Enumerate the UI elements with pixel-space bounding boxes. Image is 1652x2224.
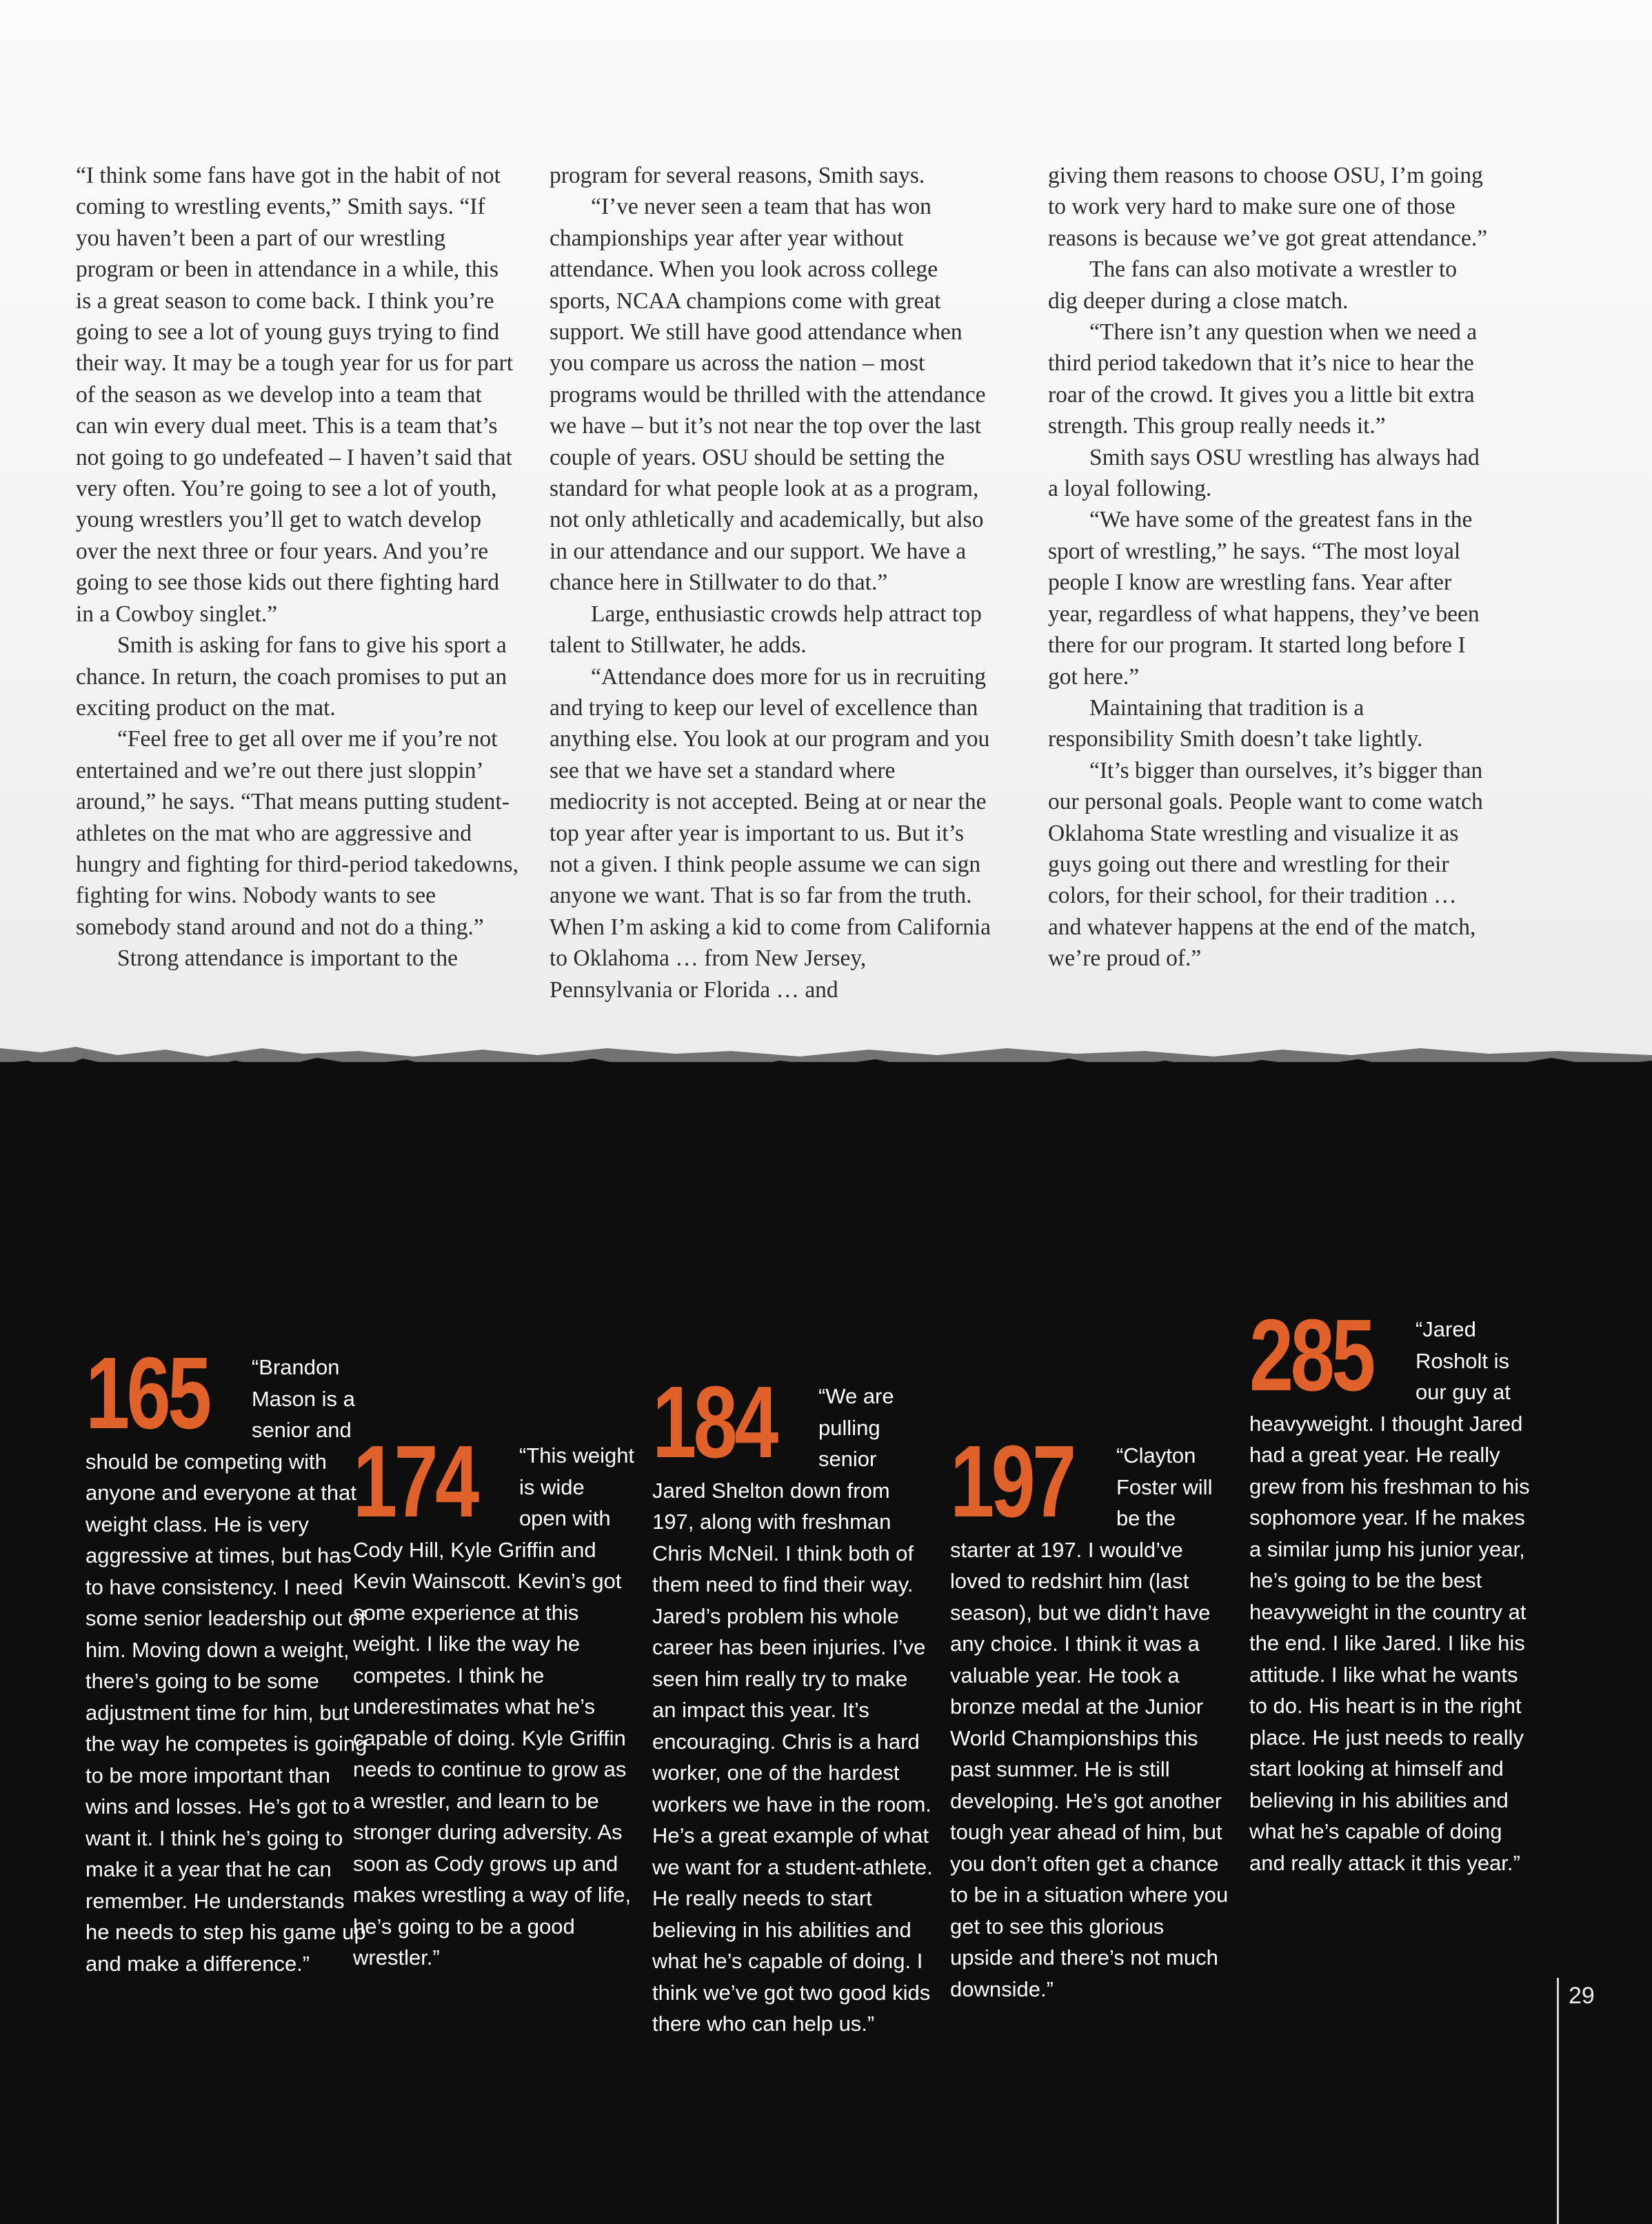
weight-class-number: 184	[652, 1365, 776, 1479]
article-column-2	[550, 160, 992, 1005]
paragraph: Strong attendance is important to the	[117, 945, 459, 972]
paragraph: “Feel free to get all over me if you’re not entertained and we’re out there just sloppin’ around,” he says. “That means putting student-athletes on the mat who are aggressive and hungry and fighting for third-period takedowns, fighting for wins. Nobody wants to see somebody stand around and not do a thing.”	[76, 726, 518, 940]
weight-285-block	[1249, 1299, 1532, 1879]
paragraph: “I think some fans have got in the habit of not coming to wrestling events,” Smith says. “If you haven’t been a part of our wrestling program or been in attendance in a while, this is a great season to come back. I think you’re going to see a lot of young guys trying to find their way. It may be a tough year for us for part of the season as we develop into a team that can win every dual meet. This is a team that’s not going to go undefeated – I haven’t said that very often. You’re going to see a lot of youth, young wrestlers you’ll get to watch develop over the next three or four years. And you’re going to see those kids out there fighting hard in a Cowboy singlet.”	[76, 163, 514, 627]
weight-quote: “We are pulling senior Jared Shelton down from 197, along with freshman Chris McNeil. I think both of them need to find their way. Jared’s problem his whole career has been injuries. I’ve seen him really try to make an impact this year. It’s encouraging. Chris is a hard worker, one of the hardest workers we have in the room. He’s a great example of what we want for a student-athlete. He really needs to start believing in his abilities and what he’s capable of doing. I think we’ve got two good kids there who can help us.”	[652, 1384, 933, 2036]
paragraph: “We have some of the greatest fans in the sport of wrestling,” he says. “The most loyal people I know are wrestling fans. Year after year, regardless of what happens, they’ve been there for our program. It started long before I got here.”	[1048, 507, 1480, 690]
weight-class-number: 285	[1249, 1299, 1373, 1412]
page-number-rule	[1557, 1978, 1559, 2224]
weight-184-block	[652, 1365, 935, 2040]
weight-class-number: 174	[353, 1425, 476, 1539]
paragraph: Maintaining that tradition is a responsibility Smith doesn’t take lightly.	[1048, 694, 1423, 752]
paragraph: Smith says OSU wrestling has always had a loyal following.	[1048, 444, 1480, 502]
weight-class-number: 165	[85, 1336, 209, 1450]
weight-197-block	[950, 1425, 1233, 2005]
paragraph: “Attendance does more for us in recruiting and trying to keep our level of excellence than anything else. You look at our program and you see that we have set a standard where mediocrity is not accepted. Being at or near the top year after year is important to us. But it’s not a given. I think people assume we can sign anyone we want. That is so far from the truth. When I’m asking a kid to come from California to Oklahoma … from New Jersey, Pennsylvania or Florida … and	[550, 663, 991, 1003]
paragraph: Smith is asking for fans to give his sport a chance. In return, the coach promises to put an exciting product on the mat.	[76, 632, 507, 721]
paragraph: giving them reasons to choose OSU, I’m going to work very hard to make sure one of those reasons is because we’ve got great attendance.”	[1048, 163, 1488, 251]
weight-174-block	[353, 1425, 636, 1974]
weight-165-block	[85, 1336, 368, 1979]
weight-quote: “Jared Rosholt is our guy at heavyweight. I thought Jared had a great year. He really grew from his freshman to his sophomore year. If he makes a similar jump his junior year, he’s going to be the best heavyweight in the country at the end. I like Jared. I like his attitude. I like what he wants to do. His heart is in the right place. He just needs to really start looking at himself and believing in his abilities and what he’s capable of doing and really attack it this year.”	[1249, 1317, 1530, 1875]
paragraph: “I’ve never seen a team that has won championships year after year without attendance. When you look across college sports, NCAA champions come with great support. We still have good attendance when you compare us across the nation – most programs would be thrilled with the attendance we have – but it’s not near the top over the last couple of years. OSU should be setting the standard for what people look at as a program, not only athletically and academically, but also in our attendance and our support. We have a chance here in Stillwater to do that.”	[550, 194, 986, 596]
paragraph: Large, enthusiastic crowds help attract top talent to Stillwater, he adds.	[550, 601, 982, 659]
weight-quote: “Brandon Mason is a senior and should be competing with anyone and everyone at that weight class. He is very aggressive at times, but has to have consistency. I need some senior leadership out of him. Moving down a weight, there’s going to be some adjustment time for him, but the way he competes is going to be more important than wins and losses. He’s got to want it. I think he’s going to make it a year that he can remember. He understands he needs to step his game up and make a difference.”	[85, 1355, 367, 1976]
article-column-3	[1048, 160, 1491, 974]
page-number: 29	[1569, 1983, 1595, 2009]
paragraph: The fans can also motivate a wrestler to dig deeper during a close match.	[1048, 257, 1458, 314]
weight-quote: “This weight is wide open with Cody Hill, Kyle Griffin and Kevin Wainscott. Kevin’s got some experience at this weight. I like the way he competes. I think he underestimates what he’s capable of doing. Kyle Griffin needs to continue to grow as a wrestler, and learn to be stronger during adversity. As soon as Cody grows up and makes wrestling a way of life, he’s going to be a good wrestler.”	[353, 1443, 635, 1970]
weight-class-number: 197	[950, 1425, 1074, 1539]
weight-quote: “Clayton Foster will be the starter at 197. I would’ve loved to redshirt him (last season), but we didn’t have any choice. I think it was a valuable year. He took a bronze medal at the Junior World Championships this past summer. He is still developing. He’s got another tough year ahead of him, but you don’t often get a chance to be in a situation where you get to see this glorious upside and there’s not much downside.”	[950, 1443, 1229, 2001]
torn-edge-decoration	[0, 1021, 1652, 1131]
paragraph: “There isn’t any question when we need a third period takedown that it’s nice to hear the roar of the crowd. It gives you a little bit extra strength. This group really needs it.”	[1048, 319, 1478, 439]
article-column-1	[76, 160, 518, 974]
paragraph: “It’s bigger than ourselves, it’s bigger than our personal goals. People want to come watch Oklahoma State wrestling and visualize it as guys going out there and wrestling for their colors, for their school, for their tradition … and whatever happens at the end of the match, we’re proud of.”	[1048, 757, 1483, 972]
paragraph: program for several reasons, Smith says.	[550, 163, 925, 188]
